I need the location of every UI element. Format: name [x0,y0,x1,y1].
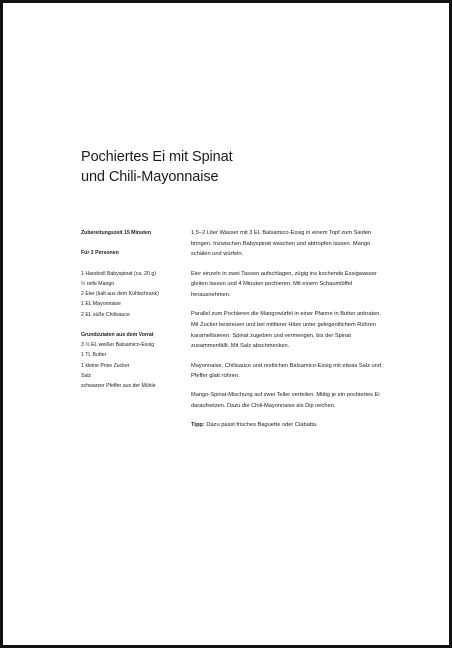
tip-paragraph [191,420,381,431]
ingredient-list [81,269,173,320]
instruction-step: 1,5–2 Liter Wasser mit 3 EL Balsamico-Essig in einem Topf zum Sieden bringen. Inzwischen Babyspinat waschen und abtropfen lassen. Mango schälen und würfeln. [191,230,372,258]
pantry-item: 1 TL Butter [81,352,107,359]
ingredient-item: 2 EL süße Chilisauce [81,311,130,318]
pantry-list [81,340,173,391]
pantry-item: Salz [81,372,92,379]
tip-label: Tipp: [191,422,205,429]
pantry-item: 1 kleine Prise Zucker [81,362,130,369]
recipe-title [81,147,233,187]
instructions-column [191,228,381,440]
ingredients-column [81,228,173,391]
recipe-title-line-1: Pochiertes Ei mit Spinat [81,149,233,165]
ingredient-item: 1 EL Mayonnaise [81,301,121,308]
instruction-step: Eier einzeln in zwei Tassen aufschlagen, zügig ins kochende Essigwasser gleiten lassen und 4 Minuten pochieren. Mit einem Schaumlöffel herausnehmen. [191,270,377,299]
ingredient-item: ½ reife Mango [81,280,115,287]
ingredient-item: 1 Handvoll Babyspinat (ca. 20 g) [81,270,156,277]
pantry-heading: Grundzutaten aus dem Vorrat [81,331,154,338]
pantry-item: 3 ½ EL weißer Balsamico-Essig [81,342,155,349]
instruction-step: Mango-Spinat-Mischung auf zwei Teller verteilen. Mittig je ein pochiertes Ei daraufsetzen. Dazu die Chili-Mayonnaise als Dip reichen. [191,392,380,410]
instruction-step: Mayonnaise, Chilisauce und restlichen Balsamico-Essig mit etwas Salz und Pfeffer glatt rühren. [191,362,381,380]
recipe-title-line-2: und Chili-Mayonnaise [81,169,219,185]
instruction-step: Parallel zum Pochieren die Mangowürfel in einer Pfanne in Butter anbraten. Mit Zucker bestreuen und bei mittlerer Hitze unter gelegentlichem Rühren karamellisieren. Spinat zugeben und vermengen, bis der Spinat zusammenfällt. Mit Salz abschmecken. [191,311,382,350]
prep-time: Zubereitungszeit 15 Minuten [81,230,152,236]
ingredient-item: 2 Eier (kalt aus dem Kühlschrank) [81,291,159,298]
servings: Für 2 Personen [81,250,119,257]
pantry-item: schwarzer Pfeffer aus der Mühle [81,383,156,389]
tip-text: Dazu passt frisches Baguette oder Ciabatta. [206,422,318,429]
